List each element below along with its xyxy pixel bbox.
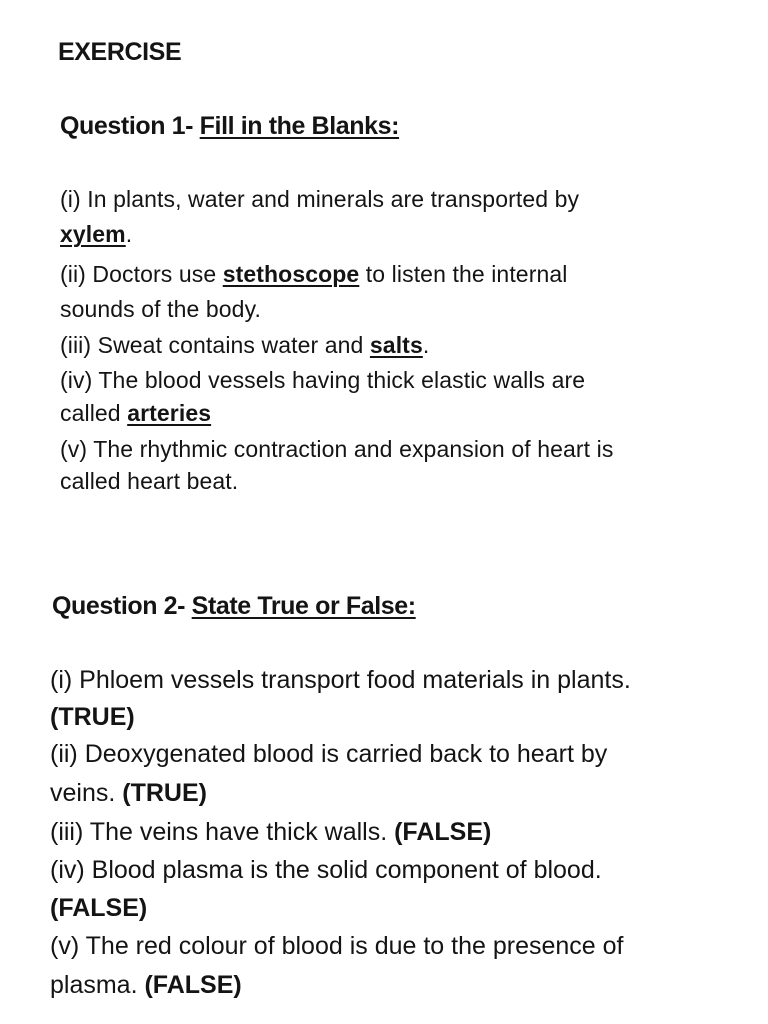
q1-line-text: (iv) The blood vessels having thick elastic walls are: [60, 367, 586, 393]
q2-answer: (FALSE): [394, 818, 492, 846]
q2-answer: (FALSE): [50, 894, 148, 922]
q1-line: [60, 367, 585, 394]
q2-line: [50, 740, 607, 769]
q1-answer: stethoscope: [222, 261, 360, 287]
q2-line: [50, 779, 207, 808]
q1-line-text: sounds of the body.: [60, 296, 261, 322]
q1-answer: salts: [369, 332, 423, 358]
q1-line-text: (i) In plants, water and minerals are transported by: [60, 186, 580, 212]
q1-line: [60, 221, 132, 248]
q1-line-text: (ii) Doctors use: [60, 261, 223, 287]
q1-line: [60, 296, 261, 323]
q1-line: [60, 400, 211, 427]
q2-line: [50, 666, 631, 695]
q1-line-text: called: [60, 400, 128, 426]
q1-line-text: (v) The rhythmic contraction and expansion of heart is: [60, 436, 614, 462]
q2-line-text: (ii) Deoxygenated blood is carried back to heart by: [50, 740, 608, 768]
q2-line-text: (iii) The veins have thick walls.: [50, 818, 395, 846]
q2-line-text: (i) Phloem vessels transport food materials in plants.: [50, 666, 631, 694]
q1-answer: xylem: [60, 221, 126, 247]
q2-line-text: (v) The red colour of blood is due to the presence of: [50, 932, 624, 960]
q1-line: [60, 436, 613, 463]
q1-line-text: called heart beat.: [60, 468, 239, 494]
q1-line: [60, 261, 567, 288]
question-2-prefix: Question 2-: [52, 592, 192, 620]
q2-line-text: (iv) Blood plasma is the solid component of blood.: [50, 856, 602, 884]
q2-line: [50, 971, 242, 1000]
q1-line: [60, 332, 429, 359]
q1-line-text: .: [422, 332, 430, 358]
question-1-prefix: Question 1-: [60, 112, 200, 140]
question-1-title: Fill in the Blanks:: [199, 112, 400, 140]
question-2-title: State True or False:: [191, 592, 416, 620]
q2-line: [50, 894, 147, 923]
q1-line-text: (iii) Sweat contains water and: [60, 332, 370, 358]
q2-line: [50, 856, 602, 885]
q2-line-text: plasma.: [50, 971, 145, 999]
q1-answer: arteries: [127, 400, 212, 426]
q2-line: [50, 932, 624, 961]
question-1-heading: [60, 112, 399, 141]
q2-answer: (FALSE): [144, 971, 242, 999]
q2-line: [50, 703, 135, 732]
q2-answer: (TRUE): [122, 779, 207, 807]
q1-line: [60, 186, 579, 213]
q1-line: [60, 468, 238, 495]
exercise-title: EXERCISE: [58, 38, 182, 66]
q2-line-text: veins.: [50, 779, 123, 807]
question-2-heading: [52, 592, 416, 621]
q1-line-text: .: [125, 221, 133, 247]
q1-line-text: to listen the internal: [359, 261, 568, 287]
q2-line: [50, 818, 491, 847]
q2-answer: (TRUE): [50, 703, 135, 731]
